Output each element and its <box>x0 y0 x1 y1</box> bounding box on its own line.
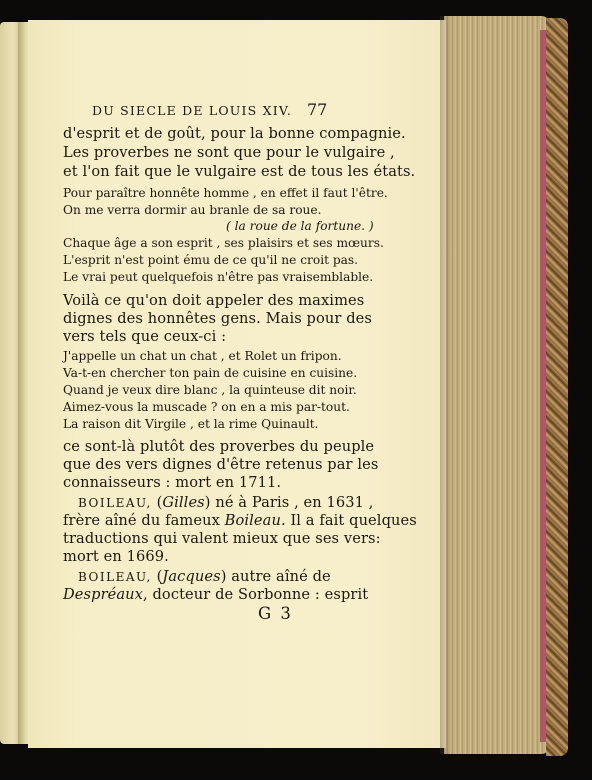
page-edge-shadow <box>440 16 452 754</box>
verse-line-4: L'esprit n'est point ému de ce qu'il ne croit pas. <box>63 253 359 267</box>
entry1-line-1 <box>78 494 374 511</box>
entry2-given-name: Jacques <box>162 568 221 585</box>
verse-line-10: La raison dit Virgile , et la rime Quinault. <box>63 417 319 431</box>
entry2-name: BOILEAU, <box>78 570 152 584</box>
entry1-open-paren: ( <box>156 494 163 511</box>
entry2-open-paren: ( <box>156 568 163 585</box>
para3-line-2: que des vers dignes d'être retenus par les <box>63 456 379 473</box>
page-fore-edge <box>444 16 548 754</box>
para2-line-3: vers tels que ceux-ci : <box>63 328 227 345</box>
verse-line-7: Va-t-en chercher ton pain de cuisine en cuisine. <box>63 366 358 380</box>
entry1-line-2 <box>63 512 417 529</box>
verse-line-9: Aimez-vous la muscade ? on en a mis par-tout. <box>63 400 350 414</box>
book-cover-edge <box>546 18 568 756</box>
entry1-line2-name: Boileau. <box>224 512 286 529</box>
verse-line-3: Chaque âge a son esprit , ses plaisirs et ses mœurs. <box>63 236 384 250</box>
verse-source: ( la roue de la fortune. ) <box>226 219 374 233</box>
running-title: DU SIECLE DE LOUIS XIV. <box>92 103 293 118</box>
verse-line-5: Le vrai peut quelquefois n'être pas vraisemblable. <box>63 270 374 284</box>
para3-line-3: connaisseurs : mort en 1711. <box>63 474 282 491</box>
verse-line-8: Quand je veux dire blanc , la quinteuse dit noir. <box>63 383 357 397</box>
para2-line-2: dignes des honnêtes gens. Mais pour des <box>63 310 372 327</box>
entry1-rest: ) né à Paris , en 1631 , <box>204 494 374 511</box>
para2-line-1: Voilà ce qu'on doit appeler des maximes <box>63 292 365 309</box>
para1-line-1: d'esprit et de goût, pour la bonne compagnie. <box>63 125 406 142</box>
entry1-line-3: traductions qui valent mieux que ses vers: <box>63 530 381 547</box>
verse-line-2: On me verra dormir au branle de sa roue. <box>63 203 322 217</box>
entry1-line2-start: frère aîné du fameux <box>63 512 220 529</box>
entry1-name: BOILEAU, <box>78 496 152 510</box>
entry2-rest: ) autre aîné de <box>220 568 331 585</box>
para1-line-3: et l'on fait que le vulgaire est de tous les états. <box>63 163 416 180</box>
page-number: 77 <box>307 100 328 119</box>
entry2-line2-end: , docteur de Sorbonne : esprit <box>143 586 369 603</box>
signature-mark: G 3 <box>258 604 293 623</box>
entry1-line2-end: Il a fait quelques <box>290 512 417 529</box>
verse-line-1: Pour paraître honnête homme , en effet il faut l'être. <box>63 186 388 200</box>
verse-line-6: J'appelle un chat un chat , et Rolet un fripon. <box>63 349 342 363</box>
entry1-given-name: Gilles <box>162 494 205 511</box>
entry1-line-4: mort en 1669. <box>63 548 169 565</box>
entry2-line-2 <box>63 586 368 603</box>
entry2-line-1 <box>78 568 331 585</box>
para3-line-1: ce sont-là plutôt des proverbes du peuple <box>63 438 375 455</box>
para1-line-2: Les proverbes ne sont que pour le vulgaire , <box>63 144 395 161</box>
entry2-line2-name: Despréaux <box>63 586 144 603</box>
